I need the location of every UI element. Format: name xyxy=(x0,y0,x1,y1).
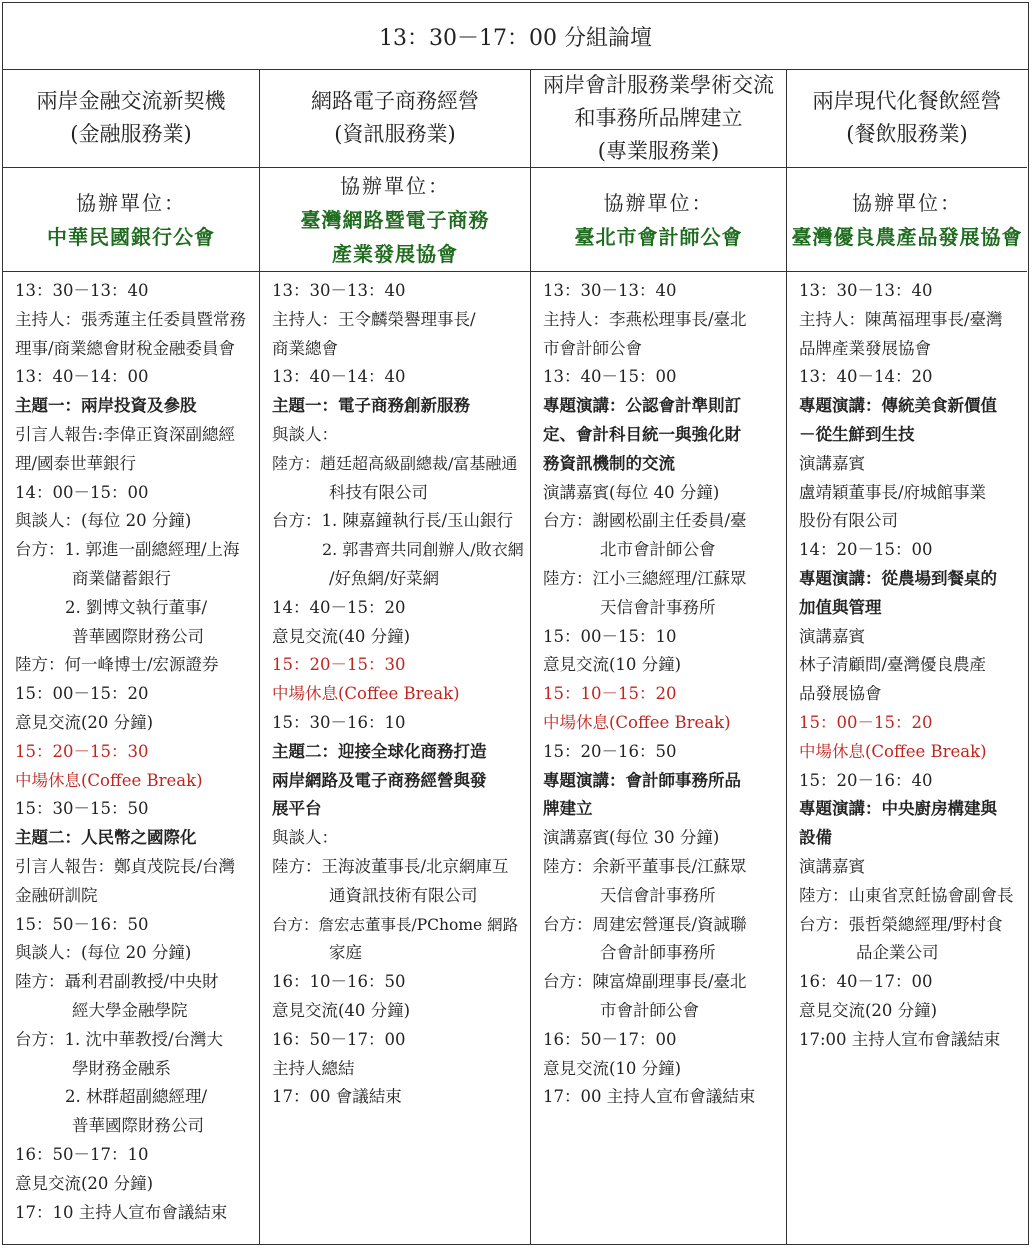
agenda-line: 17：00 主持人宣布會議結束 xyxy=(543,1087,756,1107)
co-organizer-name: 臺北市會計師公會 xyxy=(574,224,743,249)
agenda-line: 14：00－15：00 xyxy=(15,482,149,502)
agenda-line: 13：40－14：20 xyxy=(799,367,933,387)
agenda-line: 2. 林群超副總經理/ xyxy=(65,1087,208,1107)
agenda-line: 意見交流(40 分鐘) xyxy=(272,1000,411,1020)
agenda-line: 台方：1. 陳嘉鐘執行長/玉山銀行 xyxy=(272,511,514,531)
agenda-line: 主持人：張秀蓮主任委員暨常務 xyxy=(15,309,246,329)
session-title: 兩岸會計服務業學術交流 xyxy=(543,72,774,97)
agenda-line: 演講嘉賓 xyxy=(799,856,865,876)
agenda-line: 陸方：王海波董事長/北京網庫互 xyxy=(272,856,509,876)
agenda-line: 中場休息(Coffee Break) xyxy=(272,684,460,704)
agenda-line: 意見交流(40 分鐘) xyxy=(272,626,411,646)
column-ecommerce xyxy=(259,69,530,1244)
agenda-line: 意見交流(20 分鐘) xyxy=(799,1000,938,1020)
agenda-line: 台方：謝國松副主任委員/臺 xyxy=(543,511,747,531)
agenda-line: 15：00－15：20 xyxy=(15,684,149,704)
agenda-line: 天信會計事務所 xyxy=(600,885,716,905)
agenda-line: 16：50－17：00 xyxy=(272,1029,406,1049)
session-title: 兩岸現代化餐飲經營 xyxy=(812,89,1002,113)
agenda-line: 意見交流(10 分鐘) xyxy=(543,655,682,675)
agenda-line: 股份有限公司 xyxy=(799,511,898,531)
agenda-line: 北市會計師公會 xyxy=(600,540,716,560)
agenda-line: 設備 xyxy=(799,828,832,848)
agenda-line: 台方：詹宏志董事長/PChome 網路 xyxy=(272,915,519,934)
agenda-line: 16：50－17：00 xyxy=(543,1029,677,1049)
agenda-line: 科技有限公司 xyxy=(329,482,428,502)
agenda-line: 專題演講：公認會計準則訂 xyxy=(543,396,741,416)
agenda-line: 主題一：電子商務創新服務 xyxy=(272,396,470,416)
agenda-list xyxy=(543,277,780,1112)
agenda-line: 主持人：李燕松理事長/臺北 xyxy=(543,309,747,329)
agenda-line: 15：00－15：20 xyxy=(799,712,933,732)
co-organizer xyxy=(787,168,1027,272)
agenda-line: 主持人：王令麟榮譽理事長/ xyxy=(272,309,476,329)
co-organizer-label: 協辦單位： xyxy=(603,190,714,215)
agenda-line: 15：20－15：30 xyxy=(272,655,406,675)
agenda-line: 15：20－16：50 xyxy=(543,741,677,761)
co-organizer-name-line2: 產業發展協會 xyxy=(332,241,458,266)
agenda-line: 專題演講：中央廚房構建與 xyxy=(799,799,997,819)
session-title-line2: 和事務所品牌建立 xyxy=(574,105,743,130)
agenda-line: 與談人： xyxy=(272,424,338,444)
agenda-line: 陸方：江小三總經理/江蘇眾 xyxy=(543,568,747,588)
agenda-line: 理事/商業總會財稅金融委員會 xyxy=(15,338,236,358)
agenda-line: 演講嘉賓 xyxy=(799,626,865,646)
agenda-list xyxy=(15,277,253,1227)
agenda-line: 陸方：聶利君副教授/中央財 xyxy=(15,972,219,992)
agenda-line: 與談人： xyxy=(272,828,338,848)
co-organizer-label: 協辦單位： xyxy=(340,173,450,198)
agenda-line: 展平台 xyxy=(272,799,322,819)
agenda-line: 13：30－13：40 xyxy=(543,281,677,300)
agenda-line: 陸方：山東省烹飪協會副會長 xyxy=(799,885,1014,905)
agenda-line: 台方：陳富煒副理事長/臺北 xyxy=(543,972,747,992)
agenda-line: 17：00 會議結束 xyxy=(272,1087,402,1107)
column-header xyxy=(260,69,530,168)
agenda-line: 台方：1. 郭進一副總經理/上海 xyxy=(15,540,240,560)
agenda-line: 演講嘉賓(每位 30 分鐘) xyxy=(543,828,720,848)
agenda-line: 林子清顧問/臺灣優良農產 xyxy=(799,655,987,675)
co-organizer-name: 臺灣優良農產品發展協會 xyxy=(791,224,1023,249)
agenda-line: 主持人：陳萬福理事長/臺灣 xyxy=(799,309,1003,329)
agenda-line: 15：00－15：10 xyxy=(543,626,677,646)
agenda-line: 品發展協會 xyxy=(799,684,882,704)
agenda-list xyxy=(272,277,524,1112)
agenda-line: 15：20－16：40 xyxy=(799,770,933,790)
agenda-line: 合會計師事務所 xyxy=(600,943,716,963)
agenda-line: 天信會計事務所 xyxy=(600,597,716,617)
agenda-line: 演講嘉賓(每位 40 分鐘) xyxy=(543,482,720,502)
agenda-line: 引言人報告:李偉正資深副總經 xyxy=(15,424,236,444)
agenda-line: 引言人報告：鄭貞茂院長/台灣 xyxy=(15,856,236,876)
agenda-line: 14：20－15：00 xyxy=(799,540,933,560)
agenda-line: 13：30－13：40 xyxy=(799,281,933,300)
agenda-line: 專題演講：會計師事務所品 xyxy=(543,770,741,790)
agenda-line: 台方：張哲榮總經理/野村食 xyxy=(799,914,1003,934)
agenda-line: 與談人：(每位 20 分鐘) xyxy=(15,943,192,963)
agenda-line: 17：10 主持人宣布會議結束 xyxy=(15,1202,228,1222)
column-finance xyxy=(3,69,259,1244)
agenda-line: 意見交流(20 分鐘) xyxy=(15,1173,154,1193)
agenda-line: 15：30－16：10 xyxy=(272,712,406,732)
agenda-line: 與談人：(每位 20 分鐘) xyxy=(15,511,192,531)
agenda-list xyxy=(799,277,1021,1055)
agenda-line: 盧靖穎董事長/府城館事業 xyxy=(799,482,987,502)
agenda-line: 主持人總結 xyxy=(272,1058,355,1078)
agenda-line: －從生鮮到生技 xyxy=(799,424,915,444)
column-accounting xyxy=(530,69,786,1244)
session-industry: (金融服務業) xyxy=(70,122,192,146)
session-industry: (資訊服務業) xyxy=(334,122,456,146)
forum-schedule-table xyxy=(2,2,1029,1245)
agenda-line: 主題二：迎接全球化商務打造 xyxy=(272,741,487,761)
agenda-line: 13：40－15：00 xyxy=(543,367,677,387)
agenda-line: 家庭 xyxy=(329,943,362,963)
agenda-line: 13：40－14：00 xyxy=(15,367,149,387)
column-header xyxy=(3,69,259,168)
agenda-line: 主題二：人民幣之國際化 xyxy=(15,828,197,848)
agenda-line: 品牌產業發展協會 xyxy=(799,338,931,358)
agenda-line: 台方：1. 沈中華教授/台灣大 xyxy=(15,1029,224,1049)
agenda-line: 定、會計科目統一與強化財 xyxy=(543,424,741,444)
agenda-line: 學財務金融系 xyxy=(72,1058,171,1078)
agenda-line: 2. 劉博文執行董事/ xyxy=(65,597,208,617)
agenda-line: 主題一：兩岸投資及參股 xyxy=(15,396,197,416)
agenda-line: 兩岸網路及電子商務經營與發 xyxy=(272,770,487,790)
agenda-line: 商業總會 xyxy=(272,338,338,358)
co-organizer-name: 臺灣網路暨電子商務 xyxy=(300,207,490,232)
agenda-line: 16：50－17：10 xyxy=(15,1144,149,1164)
agenda-line: 經大學金融學院 xyxy=(72,1000,188,1020)
co-organizer-name: 中華民國銀行公會 xyxy=(47,224,215,249)
agenda-line: 15：10－15：20 xyxy=(543,684,677,704)
agenda-line: 中場休息(Coffee Break) xyxy=(799,741,987,761)
agenda-line: 陸方：何一峰博士/宏源證券 xyxy=(15,655,219,675)
agenda-line: 市會計師公會 xyxy=(600,1000,699,1020)
agenda-line: 15：20－15：30 xyxy=(15,741,149,761)
table-title: 13：30－17：00 分組論壇 xyxy=(3,3,1028,70)
column-catering xyxy=(786,69,1027,1244)
co-organizer xyxy=(260,168,530,272)
agenda-line: /好魚網/好菜網 xyxy=(329,568,440,588)
agenda-line: 專題演講：傳統美食新價值 xyxy=(799,396,997,416)
agenda-line: 中場休息(Coffee Break) xyxy=(543,712,731,732)
agenda-line: 16：10－16：50 xyxy=(272,972,406,992)
agenda-line: 普華國際財務公司 xyxy=(72,1116,204,1136)
agenda-line: 牌建立 xyxy=(543,799,593,819)
agenda-line: 13：30－13：40 xyxy=(272,281,406,300)
session-industry: (專業服務業) xyxy=(597,138,720,163)
agenda-line: 13：30－13：40 xyxy=(15,281,149,300)
agenda-line: 務資訊機制的交流 xyxy=(543,453,675,473)
agenda-line: 市會計師公會 xyxy=(543,338,642,358)
agenda-line: 16：40－17：00 xyxy=(799,972,933,992)
agenda-line: 商業儲蓄銀行 xyxy=(72,568,171,588)
session-title: 兩岸金融交流新契機 xyxy=(36,89,226,113)
agenda-line: 意見交流(10 分鐘) xyxy=(543,1058,682,1078)
agenda-line: 意見交流(20 分鐘) xyxy=(15,712,154,732)
agenda-line: 15：50－16：50 xyxy=(15,914,149,934)
column-header xyxy=(531,69,786,168)
agenda-line: 金融研訓院 xyxy=(15,885,98,905)
agenda-line: 13：40－14：40 xyxy=(272,367,406,387)
agenda-line: 加值與管理 xyxy=(799,597,882,617)
agenda-line: 普華國際財務公司 xyxy=(72,626,204,646)
column-header xyxy=(787,69,1027,168)
session-title: 網路電子商務經營 xyxy=(311,89,479,113)
agenda-line: 陸方：趙廷超高級副總裁/富基融通 xyxy=(272,453,518,473)
agenda-line: 15：30－15：50 xyxy=(15,799,149,819)
agenda-line: 中場休息(Coffee Break) xyxy=(15,770,203,790)
agenda-line: 演講嘉賓 xyxy=(799,453,865,473)
agenda-line: 陸方：余新平董事長/江蘇眾 xyxy=(543,856,747,876)
agenda-line: 14：40－15：20 xyxy=(272,597,406,617)
agenda-line: 通資訊技術有限公司 xyxy=(329,885,478,905)
co-organizer-label: 協辦單位： xyxy=(852,190,962,215)
agenda-line: 品企業公司 xyxy=(856,943,939,963)
co-organizer-label: 協辦單位： xyxy=(76,190,186,215)
agenda-line: 台方：周建宏營運長/資誠聯 xyxy=(543,914,747,934)
session-industry: (餐飲服務業) xyxy=(846,122,968,146)
agenda-line: 17:00 主持人宣布會議結束 xyxy=(799,1029,1001,1049)
agenda-line: 專題演講：從農場到餐桌的 xyxy=(799,568,997,588)
co-organizer xyxy=(531,168,786,272)
agenda-line: 理/國泰世華銀行 xyxy=(15,453,137,473)
agenda-line: 2. 郭書齊共同創辦人/敗衣網 xyxy=(322,540,524,560)
co-organizer xyxy=(3,168,259,272)
